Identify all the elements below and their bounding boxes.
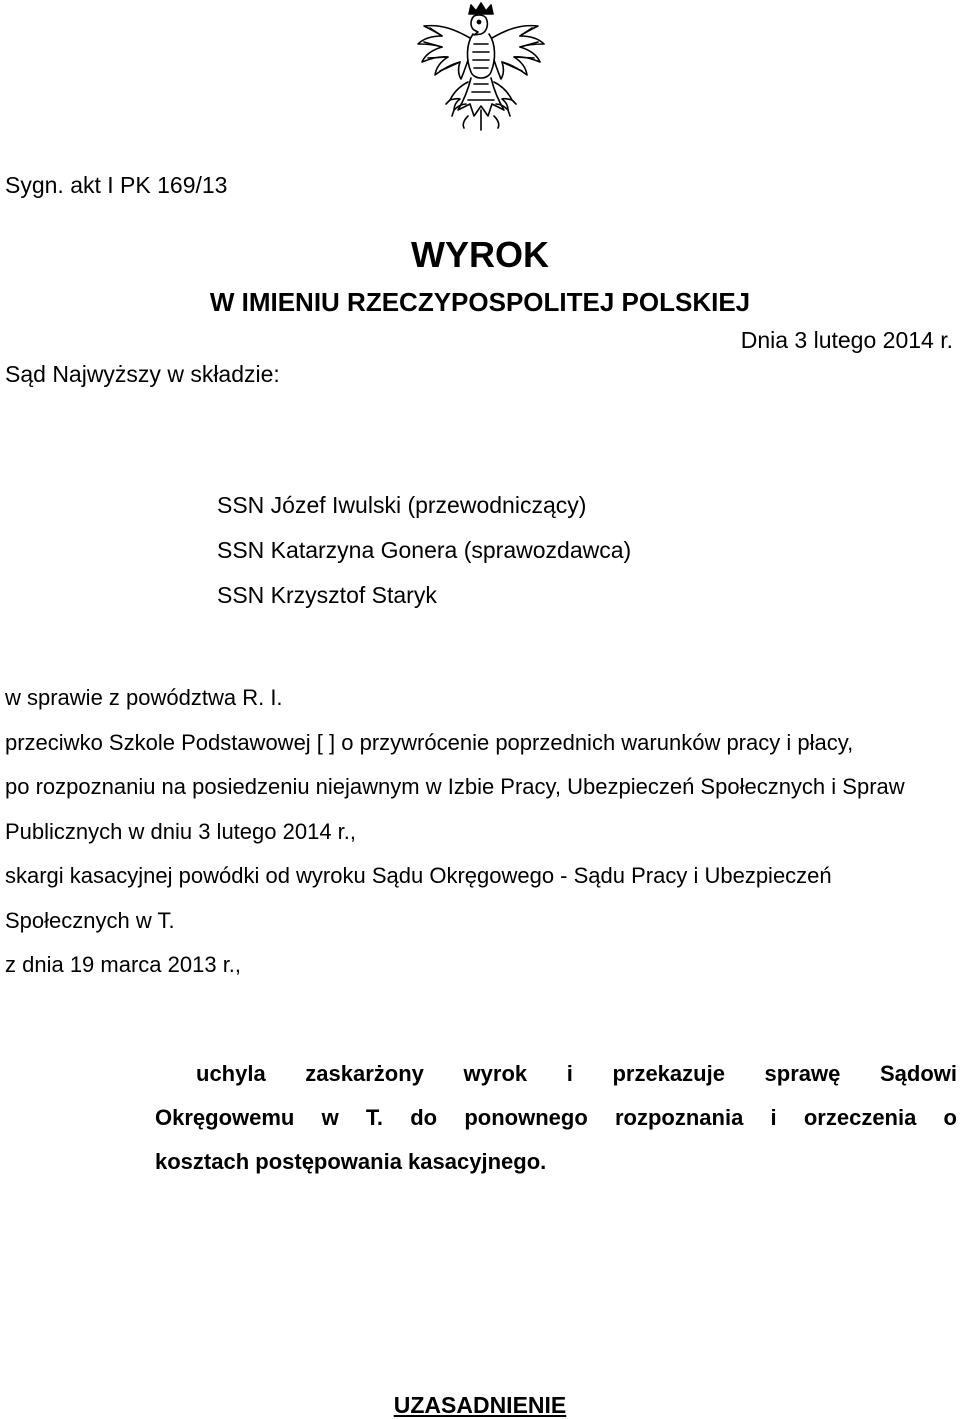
verdict-line: kosztach postępowania kasacyjnego. xyxy=(155,1149,547,1174)
polish-eagle-emblem-icon xyxy=(408,0,554,132)
judges-list xyxy=(217,483,631,618)
case-description xyxy=(5,676,955,988)
judge-member: SSN Krzysztof Staryk xyxy=(217,582,437,608)
document-subtitle: W IMIENIU RZECZYPOSPOLITEJ POLSKIEJ xyxy=(209,287,751,317)
paragraph-appeal: skargi kasacyjnej powódki od wyroku Sądu Okręgowego - Sądu Pracy i Ubezpieczeń Społecznych w T. xyxy=(5,863,832,933)
verdict xyxy=(155,1052,957,1184)
paragraph-defendant: przeciwko Szkole Podstawowej [ ] o przywrócenie poprzednich warunków pracy i płacy, xyxy=(5,729,854,755)
verdict-line: uchyla zaskarżony wyrok i przekazuje sprawę Sądowi xyxy=(196,1061,957,1086)
document-title: WYROK xyxy=(411,234,549,275)
paragraph-appeal-date: z dnia 19 marca 2013 r., xyxy=(5,952,242,977)
judge-rapporteur: SSN Katarzyna Gonera (sprawozdawca) xyxy=(217,537,632,563)
paragraph-claim: w sprawie z powództwa R. I. xyxy=(5,685,283,710)
case-number: Sygn. akt I PK 169/13 xyxy=(5,172,228,198)
judge-presiding: SSN Józef Iwulski (przewodniczący) xyxy=(217,492,587,518)
court-composition-label: Sąd Najwyższy w składzie: xyxy=(5,361,280,387)
section-heading-justification: UZASADNIENIE xyxy=(393,1392,567,1418)
paragraph-hearing: po rozpoznaniu na posiedzeniu niejawnym w Izbie Pracy, Ubezpieczeń Społecznych i Spraw Publicznych w dniu 3 lutego 2014 r., xyxy=(5,774,905,844)
verdict-line: Okręgowemu w T. do ponownego rozpoznania i orzeczenia o xyxy=(155,1105,957,1130)
judgment-date: Dnia 3 lutego 2014 r. xyxy=(740,327,953,353)
